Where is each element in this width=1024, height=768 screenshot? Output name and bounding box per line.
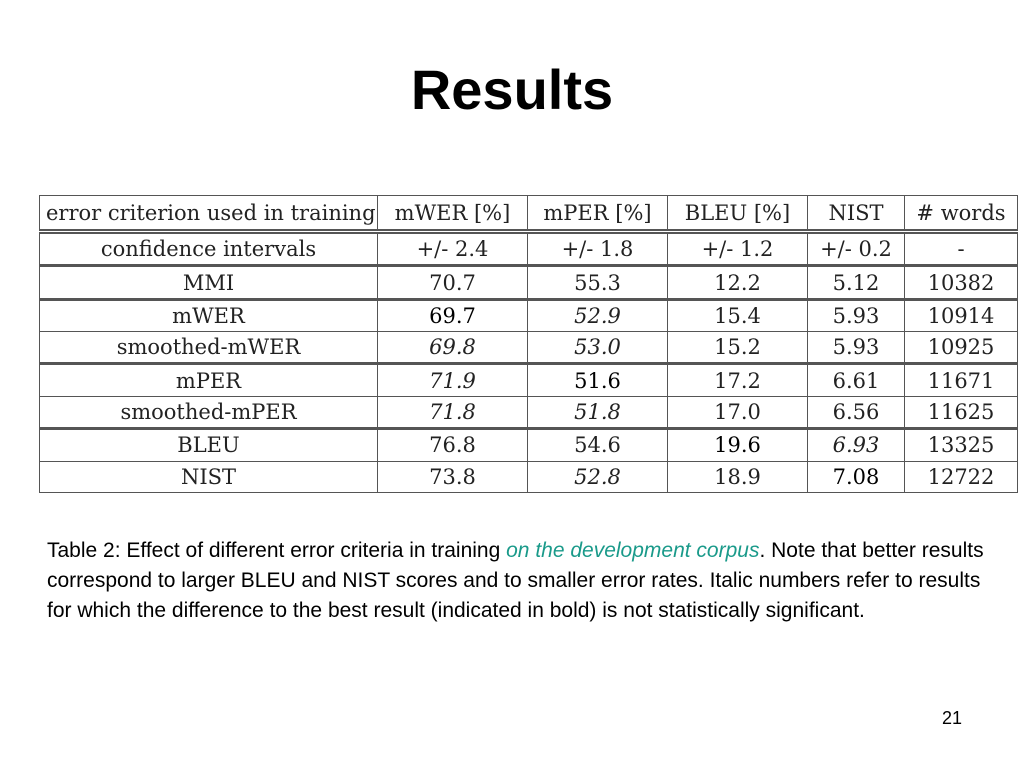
cell-nist: 7.08: [808, 461, 905, 492]
header-mper: mPER [%]: [528, 196, 668, 232]
cell-words: 13325: [905, 429, 1018, 461]
cell-nist: 5.93: [808, 332, 905, 364]
header-mwer: mWER [%]: [378, 196, 528, 232]
cell-words: 11671: [905, 364, 1018, 396]
cell-words: 10925: [905, 332, 1018, 364]
table-row: [40, 266, 1018, 299]
cell-nist: 5.93: [808, 299, 905, 331]
cell-mwer: 69.7: [378, 299, 528, 331]
cell-mwer: 71.8: [378, 396, 528, 428]
table-row: [40, 396, 1018, 428]
row-label: mWER: [40, 299, 378, 331]
cell-words: 10914: [905, 299, 1018, 331]
table-row: [40, 232, 1018, 266]
row-label: MMI: [40, 266, 378, 299]
row-label: mPER: [40, 364, 378, 396]
table-row: [40, 429, 1018, 461]
results-table-container: [39, 195, 1017, 493]
header-words: # words: [905, 196, 1018, 232]
caption-text-continued: . Note that better results correspond to larger BLEU and NIST scores and to smaller error rates. Italic numbers refer to results for which the difference to the best result (indicated in bold) is not statistically significant.: [47, 539, 984, 622]
cell-bleu: 17.0: [668, 396, 808, 428]
slide-title: Results: [410, 58, 614, 121]
cell-mper: 52.8: [528, 461, 668, 492]
header-criterion: error criterion used in training: [40, 196, 378, 232]
cell-words: -: [905, 232, 1018, 266]
cell-bleu: 15.4: [668, 299, 808, 331]
cell-nist: 6.61: [808, 364, 905, 396]
caption-text: Table 2: Effect of different error criteria in training: [47, 539, 507, 562]
table-caption: [47, 536, 997, 626]
cell-mwer: 71.9: [378, 364, 528, 396]
row-label: BLEU: [40, 429, 378, 461]
table-row: [40, 364, 1018, 396]
cell-mwer: +/- 2.4: [378, 232, 528, 266]
cell-bleu: 15.2: [668, 332, 808, 364]
results-table: [39, 195, 1018, 493]
cell-words: 11625: [905, 396, 1018, 428]
header-bleu: BLEU [%]: [668, 196, 808, 232]
table-row: [40, 332, 1018, 364]
cell-mper: 53.0: [528, 332, 668, 364]
row-label: smoothed-mWER: [40, 332, 378, 364]
cell-mper: 55.3: [528, 266, 668, 299]
row-label: NIST: [40, 461, 378, 492]
table-header-row: [40, 196, 1018, 232]
cell-bleu: +/- 1.2: [668, 232, 808, 266]
cell-mwer: 76.8: [378, 429, 528, 461]
caption-highlight: on the development corpus: [506, 539, 760, 562]
page-number: 21: [941, 708, 962, 728]
cell-mwer: 70.7: [378, 266, 528, 299]
cell-mper: 51.6: [528, 364, 668, 396]
cell-mper: 51.8: [528, 396, 668, 428]
row-label: smoothed-mPER: [40, 396, 378, 428]
table-row: [40, 299, 1018, 331]
cell-nist: +/- 0.2: [808, 232, 905, 266]
cell-mper: 52.9: [528, 299, 668, 331]
cell-bleu: 18.9: [668, 461, 808, 492]
cell-mwer: 73.8: [378, 461, 528, 492]
cell-words: 12722: [905, 461, 1018, 492]
cell-bleu: 17.2: [668, 364, 808, 396]
cell-words: 10382: [905, 266, 1018, 299]
cell-nist: 6.93: [808, 429, 905, 461]
cell-nist: 6.56: [808, 396, 905, 428]
cell-bleu: 19.6: [668, 429, 808, 461]
table-row: [40, 461, 1018, 492]
cell-nist: 5.12: [808, 266, 905, 299]
cell-mwer: 69.8: [378, 332, 528, 364]
header-nist: NIST: [808, 196, 905, 232]
cell-mper: 54.6: [528, 429, 668, 461]
row-label: confidence intervals: [40, 232, 378, 266]
cell-bleu: 12.2: [668, 266, 808, 299]
cell-mper: +/- 1.8: [528, 232, 668, 266]
